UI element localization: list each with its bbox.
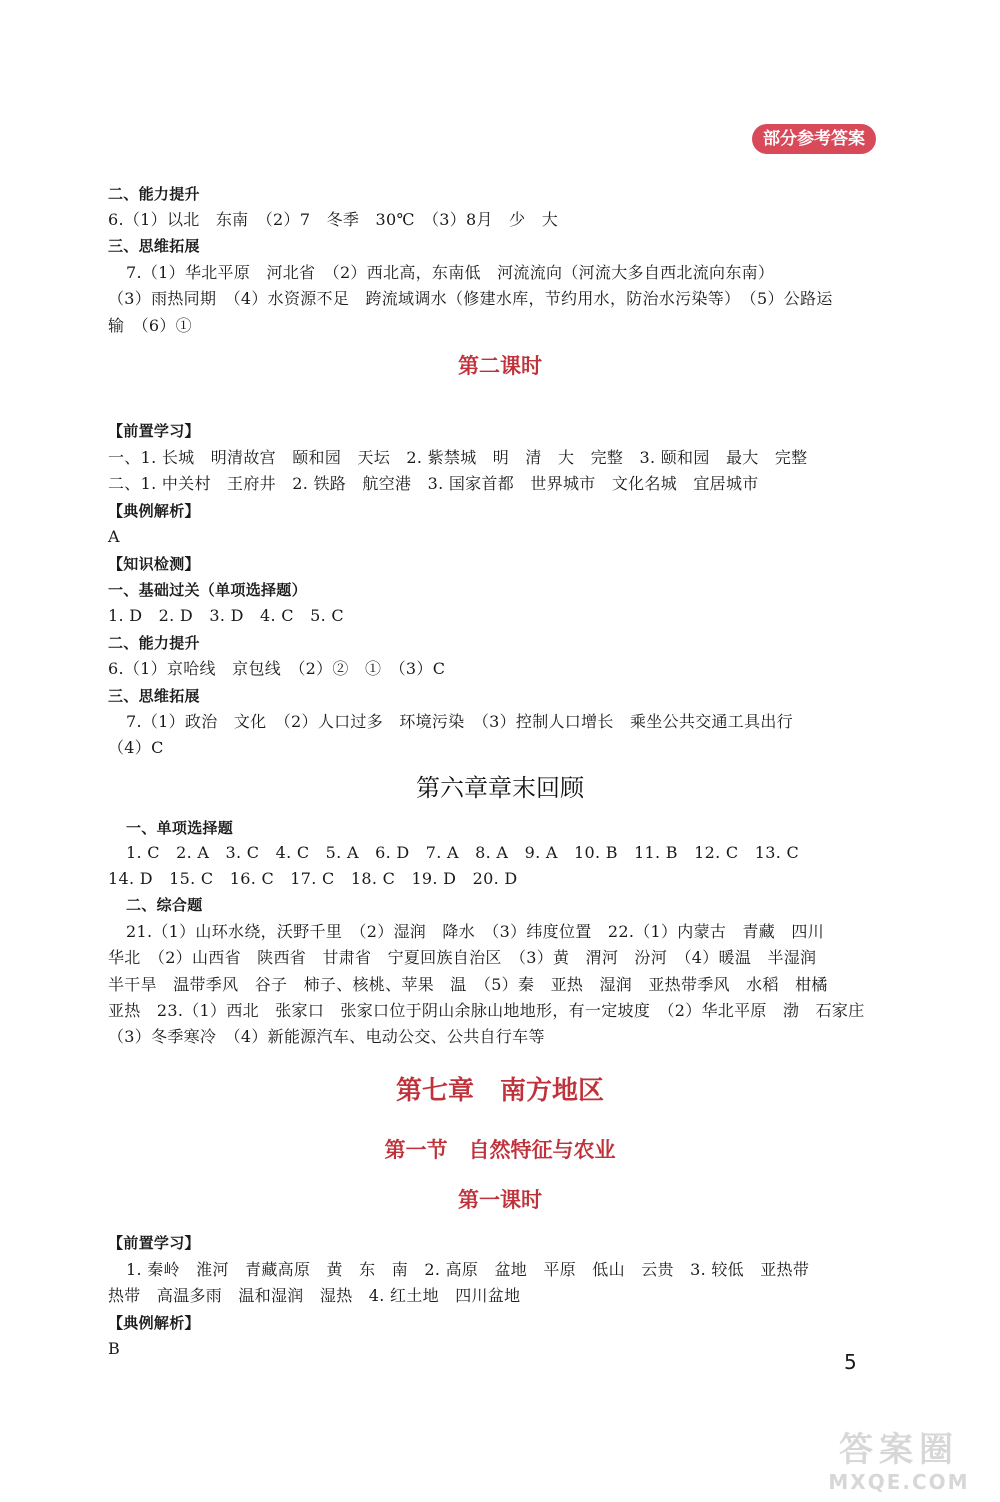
answer-line: 1. C 2. A 3. C 4. C 5. A 6. D 7. A 8. A 9. A 10. B 11. B 12. C 13. C: [126, 843, 800, 862]
answer-line: （3）雨热同期 （4）水资源不足 跨流域调水（修建水库，节约用水，防治水污染等） （5）公路运: [108, 289, 833, 308]
answer-line: 1. D 2. D 3. D 4. C 5. C: [108, 606, 344, 625]
subheading: 三、思维拓展: [108, 687, 200, 705]
section-badge: 部分参考答案: [752, 124, 876, 154]
answer-line: 14. D 15. C 16. C 17. C 18. C 19. D 20. D: [108, 869, 518, 888]
subheading: 三、思维拓展: [108, 237, 200, 255]
subheading: 一、单项选择题: [126, 819, 234, 837]
answer-line: （3）冬季寒冷 （4）新能源汽车、电动公交、公共自行车等: [108, 1027, 545, 1046]
answer-line: 亚热 23.（1）西北 张家口 张家口位于阴山余脉山地地形，有一定坡度 （2）华北平原 渤 石家庄: [108, 1001, 865, 1020]
answer-line: 半干旱 温带季风 谷子 柿子、核桃、苹果 温 （5）秦 亚热 湿润 亚热带季风 水稻 柑橘: [108, 975, 828, 994]
watermark-text: 答案圈: [839, 1430, 959, 1470]
answer-line: A: [108, 527, 120, 546]
answer-line: 1. 秦岭 淮河 青藏高原 黄 东 南 2. 高原 盆地 平原 低山 云贵 3. 较低 亚热带: [126, 1260, 810, 1279]
answer-line: 热带 高温多雨 温和湿润 湿热 4. 红土地 四川盆地: [108, 1286, 521, 1305]
answer-line: 7.（1）政治 文化 （2）人口过多 环境污染 （3）控制人口增长 乘坐公共交通工具出行: [126, 712, 794, 731]
answer-line: 7.（1）华北平原 河北省 （2）西北高，东南低 河流流向（河流大多自西北流向东南）: [126, 263, 775, 282]
section-label: 【前置学习】: [108, 1234, 200, 1252]
watermark-logo: [804, 1430, 994, 1496]
section-label: 【典例解析】: [108, 502, 200, 520]
section-label: 【典例解析】: [108, 1314, 200, 1332]
chapter-title: 第七章 南方地区: [395, 1076, 604, 1106]
watermark-url: MXQE.COM: [828, 1470, 970, 1494]
answer-line: 一、1. 长城 明清故宫 颐和园 天坛 2. 紫禁城 明 清 大 完整 3. 颐和园 最大 完整: [108, 448, 808, 467]
answer-line: 华北 （2）山西省 陕西省 甘肃省 宁夏回族自治区 （3）黄 渭河 汾河 （4）暖温 半湿润: [108, 948, 817, 967]
lesson-title: 第一课时: [458, 1188, 542, 1212]
answer-line: 二、1. 中关村 王府井 2. 铁路 航空港 3. 国家首都 世界城市 文化名城 宜居城市: [108, 474, 759, 493]
answer-line: 输 （6）①: [108, 316, 192, 335]
subheading: 二、能力提升: [108, 634, 200, 652]
subheading: 一、基础过关（单项选择题）: [108, 581, 307, 599]
subheading: 二、能力提升: [108, 185, 200, 203]
answer-line: B: [108, 1339, 121, 1358]
answer-line: 6.（1）京哈线 京包线 （2）② ① （3）C: [108, 659, 446, 678]
answer-line: 21.（1）山环水绕，沃野千里 （2）湿润 降水 （3）纬度位置 22.（1）内蒙古 青藏 四川: [126, 922, 825, 941]
lesson-title: 第二课时: [458, 354, 542, 378]
section-label: 【知识检测】: [108, 555, 200, 573]
section-label: 【前置学习】: [108, 422, 200, 440]
subheading: 二、综合题: [126, 896, 203, 914]
answer-line: 6.（1）以北 东南 （2）7 冬季 30℃ （3）8月 少 大: [108, 210, 559, 229]
section-title: 第一节 自然特征与农业: [384, 1138, 616, 1162]
page-number: 5: [844, 1350, 857, 1374]
chapter-review-title: 第六章章末回顾: [416, 774, 584, 802]
answer-line: （4）C: [108, 738, 164, 757]
